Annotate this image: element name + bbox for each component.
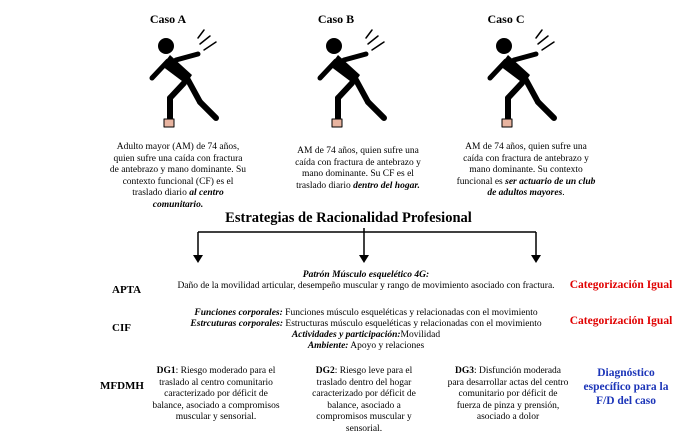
case-a-desc-text: Adulto mayor (AM) de 74 años, quien sufre una caída con fractura de antebrazo y mano dominante. Su contexto funcional (CF) es el traslado diario bbox=[109, 142, 247, 198]
apta-pattern-title-text: Patrón Músculo esquelético 4G: bbox=[302, 270, 430, 280]
cif-line-3-key: Actividades y participación: bbox=[291, 330, 401, 340]
cif-line-2-value: Estructuras músculo esqueléticas y relacionadas con el movimiento bbox=[283, 319, 542, 329]
cif-line-1-key: Funciones corporales: bbox=[194, 308, 283, 318]
dg2-text: : Riesgo leve para el traslado dentro del hogar caracterizado por déficit de balance, asociado a compromisos muscular y sensorial. bbox=[312, 366, 416, 434]
dg2-code: DG2 bbox=[315, 366, 335, 376]
apta-result: Categorización Igual bbox=[569, 279, 673, 291]
apta-pattern-title bbox=[175, 270, 557, 282]
case-b-desc-text: AM de 74 años, quien sufre una caída con fractura de antebrazo y mano dominante. Su CF es el traslado diario bbox=[295, 146, 421, 191]
mfdmh-result: Diagnóstico específico para la F/D del caso bbox=[583, 367, 669, 407]
case-c-desc-text: AM de 74 años, quien sufre una caída con fractura de antebrazo y mano dominante. Su contexto funcional es bbox=[456, 142, 589, 187]
apta-label: APTA bbox=[112, 284, 142, 296]
case-b-desc-emphasis: dentro del hogar. bbox=[353, 180, 420, 191]
dg3-text: : Disfunción moderada para desarrollar actas del centro comunitario por déficit de fuerza de pinza y prensión, asociado a dolor bbox=[447, 366, 569, 422]
strategies-heading: Estrategias de Racionalidad Profesional bbox=[225, 210, 472, 226]
case-b-title: Caso B bbox=[317, 12, 355, 26]
cif-result: Categorización Igual bbox=[569, 315, 673, 327]
case-a-desc-emphasis: al centro comunitario. bbox=[152, 188, 224, 210]
mfdmh-dg3 bbox=[446, 366, 570, 424]
cif-line-1-value: Funciones músculo esqueléticas y relacionadas con el movimiento bbox=[282, 308, 538, 318]
cif-line-1 bbox=[175, 308, 557, 320]
cif-line-3-value: Movilidad bbox=[400, 330, 441, 340]
apta-pattern-text: Daño de la movilidad articular, desempeño muscular y rango de movimiento asociado con fractura. bbox=[177, 281, 555, 291]
cif-line-4-value: Apoyo y relaciones bbox=[348, 341, 425, 351]
dg3-code: DG3 bbox=[454, 366, 474, 376]
cif-line-4 bbox=[175, 341, 557, 353]
mfdmh-label: MFDMH bbox=[100, 380, 144, 392]
cif-line-2 bbox=[175, 319, 557, 331]
mfdmh-dg1 bbox=[152, 366, 280, 424]
case-c-desc-end: . bbox=[562, 188, 565, 198]
dg1-code: DG1 bbox=[156, 366, 176, 376]
mfdmh-dg2 bbox=[302, 366, 426, 435]
cif-line-3 bbox=[175, 330, 557, 342]
case-a-title: Caso A bbox=[149, 12, 187, 26]
case-c-title: Caso C bbox=[487, 12, 525, 26]
dg1-text: : Riesgo moderado para el traslado al centro comunitario caracterizado por déficit de balance, asociado a compromisos muscular y sensorial. bbox=[152, 366, 280, 422]
cif-line-2-key: Estrcuturas corporales: bbox=[190, 319, 284, 329]
cif-label: CIF bbox=[112, 322, 131, 334]
case-c-desc-emphasis: ser actuario de un club de adultos mayores bbox=[487, 176, 596, 198]
cif-line-4-key: Ambiente: bbox=[307, 341, 349, 351]
